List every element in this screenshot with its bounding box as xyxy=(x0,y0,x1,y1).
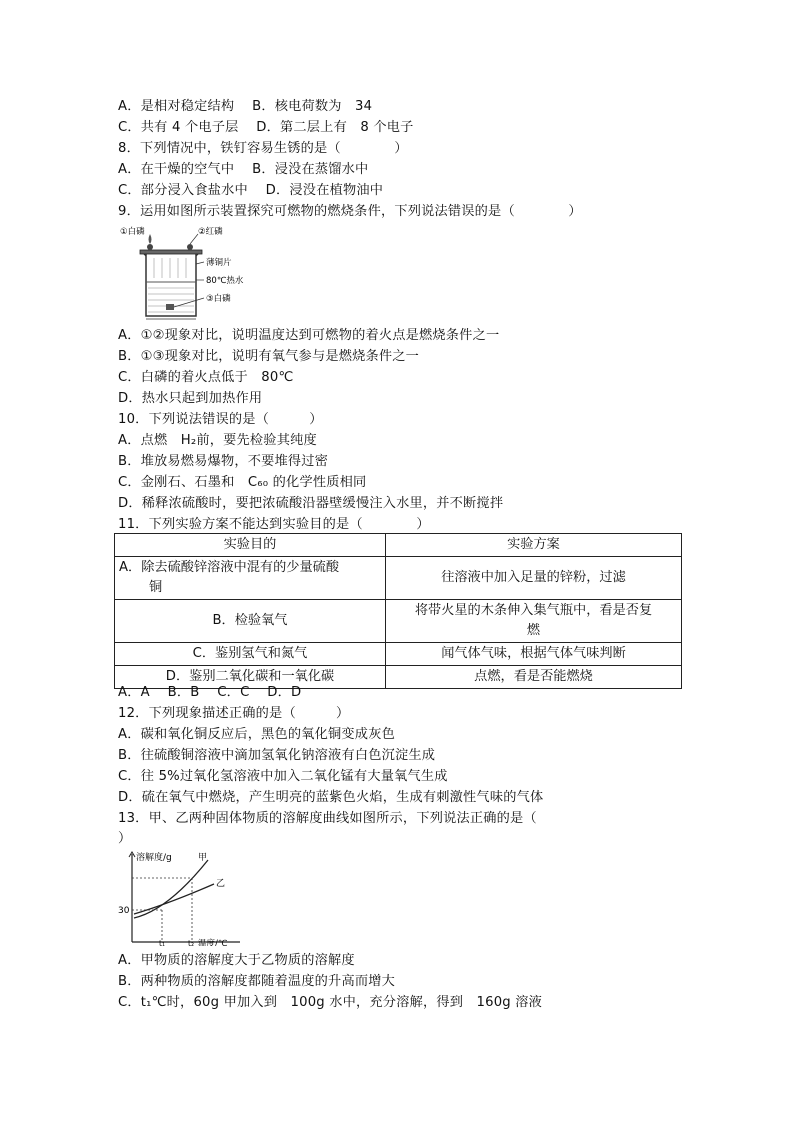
q10-option-b: B．堆放易燃易爆物，不要堆得过密 xyxy=(118,454,329,469)
q9-option-b: B．①③现象对比，说明有氧气参与是燃烧条件之一 xyxy=(118,349,420,364)
q9-option-a: A．①②现象对比，说明温度达到可燃物的着火点是燃烧条件之一 xyxy=(118,328,500,343)
q13-option-b: B．两种物质的溶解度都随着温度的升高而增大 xyxy=(118,974,395,989)
table-cell-purpose-a: A．除去硫酸锌溶液中混有的少量硫酸 铜 xyxy=(115,557,386,600)
table-cell-plan-a: 往溶液中加入足量的锌粉，过滤 xyxy=(386,557,682,600)
fig9-label-red-p: ②红磷 xyxy=(198,227,223,237)
fig13-xlabel: 温度/℃ xyxy=(198,939,228,946)
table-header-purpose: 实验目的 xyxy=(115,534,386,557)
q7-options-ab: A．是相对稳定结构 B．核电荷数为 34 xyxy=(118,99,373,114)
table-row xyxy=(115,600,682,643)
q13-stem: 13．甲、乙两种固体物质的溶解度曲线如图所示，下列说法正确的是（ xyxy=(118,811,537,826)
q11-stem: 11．下列实验方案不能达到实验目的是（ ） xyxy=(118,517,430,532)
fig9-label-white-p1: ①白磷 xyxy=(120,227,145,237)
table-header-row xyxy=(115,534,682,557)
q7-options-cd: C．共有 4 个电子层 D．第二层上有 8 个电子 xyxy=(118,120,414,135)
q9-option-d: D．热水只起到加热作用 xyxy=(118,391,263,406)
table-cell-plan-b: 将带火星的木条伸入集气瓶中，看是否复 燃 xyxy=(386,600,682,643)
table-cell-plan-d: 点燃，看是否能燃烧 xyxy=(386,666,682,689)
q10-option-a: A．点燃 H₂前，要先检验其纯度 xyxy=(118,433,317,448)
table-cell-purpose-d: D．鉴别二氧化碳和一氧化碳 xyxy=(115,666,386,689)
table-cell-purpose-c: C．鉴别氢气和氮气 xyxy=(115,643,386,666)
q13-option-a: A．甲物质的溶解度大于乙物质的溶解度 xyxy=(118,953,355,968)
q12-option-a: A．碳和氧化铜反应后，黑色的氧化铜变成灰色 xyxy=(118,727,395,742)
fig13-t1: t₁ xyxy=(159,939,165,946)
table-header-plan: 实验方案 xyxy=(386,534,682,557)
q9-option-c: C．白磷的着火点低于 80℃ xyxy=(118,370,294,385)
q8-stem: 8．下列情况中，铁钉容易生锈的是（ ） xyxy=(118,141,408,156)
fig13-series-jia: 甲 xyxy=(198,853,208,863)
fig9-label-copper: 薄铜片 xyxy=(206,258,232,268)
q12-option-b: B．往硫酸铜溶液中滴加氢氧化钠溶液有白色沉淀生成 xyxy=(118,748,436,763)
table-row xyxy=(115,557,682,600)
q8-options-ab: A．在干燥的空气中 B．浸没在蒸馏水中 xyxy=(118,162,369,177)
fig9-label-white-p3: ③白磷 xyxy=(206,294,231,304)
table-row xyxy=(115,643,682,666)
fig13-ylabel: 溶解度/g xyxy=(136,853,172,863)
fig13-ytick-30: 30 xyxy=(118,906,130,916)
q13-stem-close: ） xyxy=(118,831,132,846)
fig13-series-yi: 乙 xyxy=(216,879,226,889)
q10-stem: 10．下列说法错误的是（ ） xyxy=(118,412,323,427)
q12-option-d: D．硫在氧气中燃烧，产生明亮的蓝紫色火焰，生成有刺激性气味的气体 xyxy=(118,790,544,805)
q8-options-cd: C．部分浸入食盐水中 D．浸没在植物油中 xyxy=(118,183,384,198)
fig9-label-hot-water: 80℃热水 xyxy=(206,276,244,286)
table-cell-purpose-b: B．检验氧气 xyxy=(115,600,386,643)
fig13-t2: t₂ xyxy=(188,939,194,946)
q10-option-c: C．金刚石、石墨和 C₆₀ 的化学性质相同 xyxy=(118,475,367,490)
table-cell-plan-c: 闻气体气味，根据气体气味判断 xyxy=(386,643,682,666)
q13-option-c: C．t₁℃时，60g 甲加入到 100g 水中，充分溶解，得到 160g 溶液 xyxy=(118,995,543,1010)
q11-experiment-table xyxy=(114,533,682,689)
q12-option-c: C．往 5%过氧化氢溶液中加入二氧化锰有大量氧气生成 xyxy=(118,769,448,784)
q9-stem: 9．运用如图所示装置探究可燃物的燃烧条件，下列说法错误的是（ ） xyxy=(118,204,582,219)
q13-solubility-figure xyxy=(118,850,243,946)
q12-stem: 12．下列现象描述正确的是（ ） xyxy=(118,706,350,721)
q9-apparatus-figure xyxy=(118,224,248,322)
q10-option-d: D．稀释浓硫酸时，要把浓硫酸沿器壁缓慢注入水里，并不断搅拌 xyxy=(118,496,504,511)
q11-options: A．A B．B C．C D．D xyxy=(118,685,302,700)
